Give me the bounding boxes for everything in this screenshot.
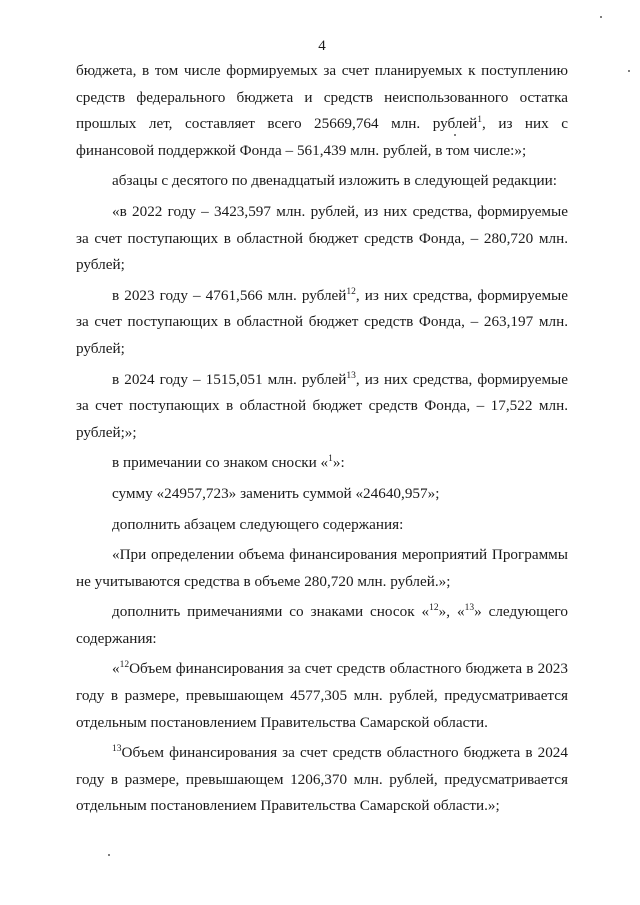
paragraph-text: бюджета, в том числе формируемых за счет планируемых к поступлению средств федерального бюджета и средств неиспользованного остатка прошлых лет, составляет всего 25669,764 млн. рублей (76, 62, 568, 133)
footnote-mark: 12 (346, 286, 356, 297)
body-text (76, 58, 568, 820)
scan-speck (600, 16, 602, 18)
paragraph-text: сумму «24957,723» заменить суммой «24640,957»; (112, 484, 440, 502)
footnote-mark: 13 (464, 603, 475, 614)
paragraph-text: , из них с финансовой поддержкой Фонда – 561,439 млн. рублей, в том числе:»; (76, 115, 568, 159)
paragraph-text: «При определении объема финансирования мероприятий Программы не учитываются средства в объеме 280,720 млн. рублей.»; (76, 546, 568, 590)
paragraph-text: в 2023 году – 4761,566 млн. рублей (112, 286, 347, 304)
paragraph-text: Объем финансирования за счет средств областного бюджета в 2024 году в размере, превышающем 1206,370 млн. рублей, предусматривается отдельным постановлением Правительства Самарской области.»; (76, 744, 568, 815)
paragraph-text: абзацы с десятого по двенадцатый изложить в следующей редакции: (112, 172, 557, 190)
paragraph-p3 (76, 199, 568, 279)
paragraph-text: , из них средства, формируемые за счет поступающих в областной бюджет средств Фонда, – 263,197 млн. рублей; (76, 286, 568, 357)
paragraph-text: дополнить абзацем следующего содержания: (112, 515, 404, 533)
paragraph-text: »: (332, 454, 345, 472)
paragraph-text: », « (438, 603, 465, 621)
footnote-mark: 13 (346, 370, 356, 381)
footnote-mark: 12 (119, 660, 130, 671)
paragraph-p8 (76, 512, 568, 539)
paragraph-text: , из них средства, формируемые за счет поступающих в областной бюджет средств Фонда, – 17,522 млн. рублей;»; (76, 370, 568, 441)
paragraph-p1 (76, 58, 568, 164)
footnote-mark: 1 (328, 454, 333, 465)
paragraph-text: дополнить примечаниями со знаками сносок « (112, 603, 430, 621)
paragraph-p7 (76, 481, 568, 508)
scan-speck (454, 134, 456, 136)
paragraph-text: « (112, 660, 120, 678)
footnote-mark: 13 (112, 744, 122, 755)
paragraph-p6 (76, 450, 568, 477)
footnote-mark: 1 (477, 115, 483, 126)
paragraph-p9 (76, 542, 568, 595)
scan-speck (108, 854, 110, 856)
paragraph-p10 (76, 599, 568, 652)
footnote-mark: 12 (429, 603, 439, 614)
paragraph-p11 (76, 656, 568, 736)
scan-speck (628, 70, 630, 72)
paragraph-text: » следующего содержания: (76, 603, 569, 647)
paragraph-p2 (76, 168, 568, 195)
paragraph-text: Объем финансирования за счет средств областного бюджета в 2023 году в размере, превышающем 4577,305 млн. рублей, предусматривается отдельным постановлением Правительства Самарской области. (76, 660, 568, 731)
page-number: 4 (318, 38, 326, 54)
paragraph-p12 (76, 740, 568, 820)
paragraph-text: «в 2022 году – 3423,597 млн. рублей, из них средства, формируемые за счет поступающих в областной бюджет средств Фонда, – 280,720 млн. рублей; (76, 202, 568, 274)
paragraph-p5 (76, 367, 568, 447)
paragraph-text: в примечании со знаком сноски « (112, 454, 329, 472)
paragraph-p4 (76, 283, 568, 363)
paragraph-text: в 2024 году – 1515,051 млн. рублей (112, 370, 347, 388)
